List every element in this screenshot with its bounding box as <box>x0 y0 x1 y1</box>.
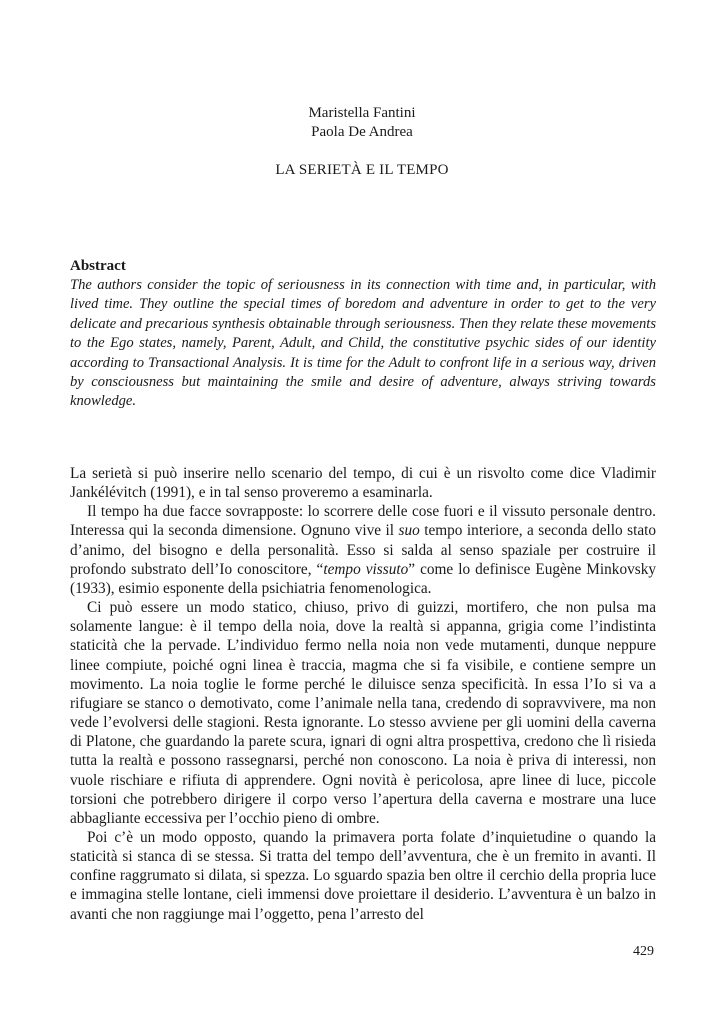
abstract-heading: Abstract <box>70 258 126 274</box>
paragraph-text: ” come lo definisce Eugène Minkovsky (1933), esimio esponente della psichiatria fenomenologica. <box>70 560 656 597</box>
emphasis-text: tempo vissuto <box>323 560 409 578</box>
emphasis-text: suo <box>398 522 420 540</box>
article-title: LA SERIETÀ E IL TEMPO <box>275 162 449 178</box>
author-name: Maristella Fantini <box>308 105 416 121</box>
abstract-text: The authors consider the topic of seriousness in its connection with time and, in particular, with lived time. They outline the special times of boredom and adventure in order to get to the very delicate and precarious synthesis obtainable through seriousness. Then they relate these movements to the Ego states, namely, Parent, Adult, and Child, the constitutive psychic sides of our identity according to Transactional Analysis. It is time for the Adult to confront life in a serious way, driven by consciousness but maintaining the smile and desire of adventure, always striving towards knowledge. <box>70 277 656 410</box>
paragraph-text: Il tempo ha due facce sovrapposte: lo scorrere delle cose fuori e il vissuto personale dentro. Interessa qui la seconda dimensione. Ognuno vive il <box>70 503 656 540</box>
abstract-section <box>70 257 656 412</box>
body-text <box>70 464 656 924</box>
paragraph: Poi c’è un modo opposto, quando la primavera porta folate d’inquietudine o quando la staticità si stanca di se stessa. Si tratta del tempo dell’avventura, che è un fremito in avanti. Il confine raggrumato si dilata, si spezza. Lo sguardo spazia ben oltre il cerchio della propria luce e immagina stelle lontane, cieli immensi dove proiettare il desiderio. L’avventura è un balzo in avanti che non raggiunge mai l’oggetto, pena l’arresto del <box>70 828 656 923</box>
author-block <box>0 104 724 142</box>
paragraph: Ci può essere un modo statico, chiuso, privo di guizzi, mortifero, che non pulsa ma solamente langue: è il tempo della noia, dove la realtà si appanna, grigia come l’indistinta staticità che la pervade. L’individuo fermo nella noia non vede mutamenti, dunque neppure linee compiute, poiché ogni linea è traccia, magma che si fa visibile, e contiene sempre un movimento. La noia toglie le forme perché le diluisce senza specificità. In essa l’Io si va a rifugiare se stanco o demotivato, come l’animale nella tana, credendo di sopravvivere, ma non vede l’evolversi delle stagioni. Resta ignorante. Lo stesso avviene per gli uomini della caverna di Platone, che guardando la parete scura, ignari di ogni altra prospettiva, credono che lì risieda tutta la realtà e possono rassegnarsi, perché non conoscono. La noia è priva di interessi, non vuole rischiare e rifiuta di apprendere. Ogni novità è pericolosa, apre linee di luce, piccole torsioni che potrebbero dirigere il corpo verso l’apertura della caverna e mostrare una luce abbagliante eccessiva per l’occhio pieno di ombre. <box>70 599 656 827</box>
paragraph: La serietà si può inserire nello scenario del tempo, di cui è un risvolto come dice Vladimir Jankélévitch (1991), e in tal senso proveremo a esaminarla. <box>70 465 656 502</box>
page-number: 429 <box>633 944 654 959</box>
paragraph <box>70 502 656 598</box>
paragraph-text: tempo interiore, a seconda dello stato d’animo, del bisogno e della personalità. Esso si salda al senso spaziale per costruire il profondo substrato dell’Io conoscitore, “ <box>70 522 657 578</box>
author-name: Paola De Andrea <box>311 124 413 140</box>
